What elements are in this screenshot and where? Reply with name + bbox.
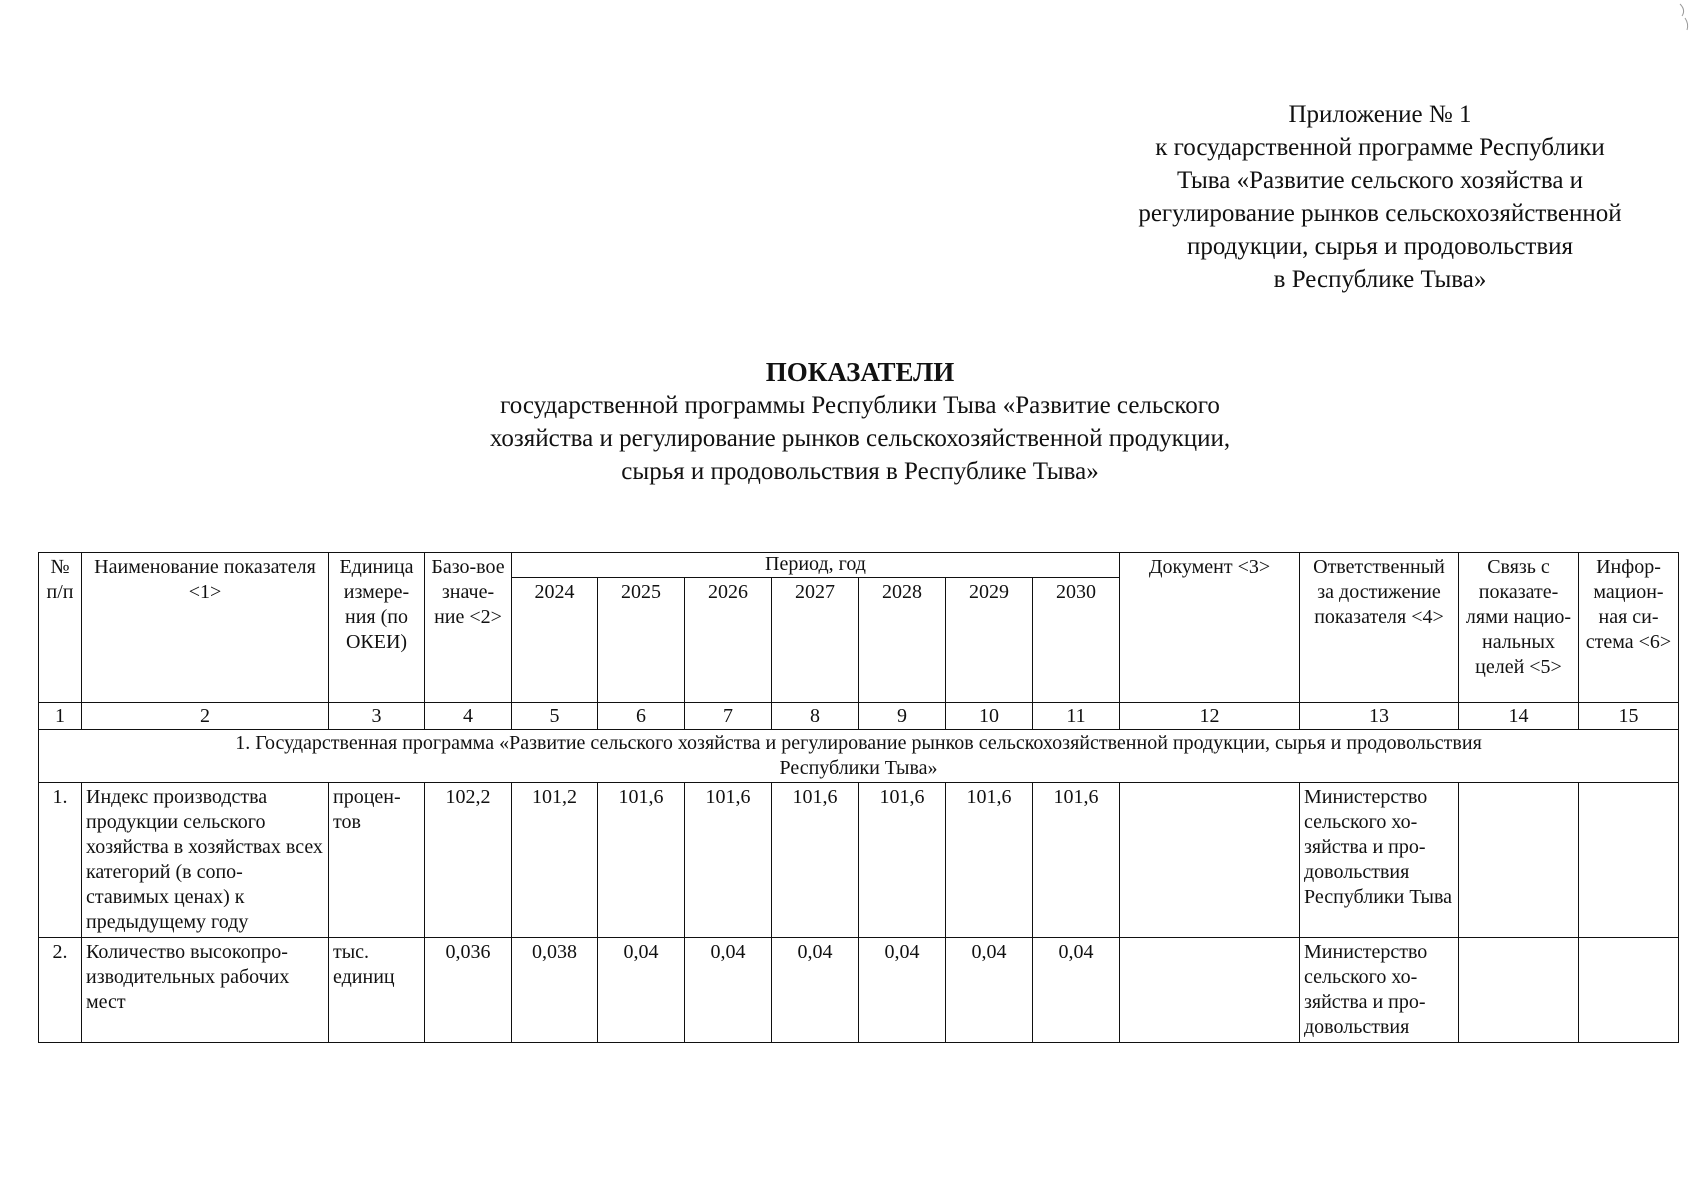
row-num: 1. [39,783,82,938]
row-year-value: 0,04 [859,938,946,1043]
row-responsible: Министерство сельского хо-зяйства и про-довольствия Республики Тыва [1300,783,1459,938]
header-year: 2026 [685,578,772,703]
row-info-system [1579,783,1679,938]
title-line: хозяйства и регулирование рынков сельскохозяйственной продукции, [489,425,1231,452]
column-number: 14 [1459,703,1579,730]
row-year-value: 0,04 [946,938,1033,1043]
appendix-line: продукции, сырья и продовольствия [1186,233,1574,260]
column-number: 5 [512,703,598,730]
header-year: 2027 [772,578,859,703]
header-national-goals-link: Связь с показате-лями нацио-нальных целей <5> [1459,553,1579,703]
row-unit: тыс. единиц [329,938,425,1043]
title-line: государственной программы Республики Тыва «Развитие сельского [500,392,1220,419]
row-responsible: Министерство сельского хо-зяйства и про-довольствия [1300,938,1459,1043]
header-year: 2030 [1033,578,1120,703]
row-year-value: 101,6 [859,783,946,938]
row-year-value: 101,6 [946,783,1033,938]
corner-mark-icon [1677,2,1691,32]
header-base: Базо-вое значе-ние <2> [425,553,512,703]
row-indicator-name: Индекс производства продукции сельского хозяйства в хозяйствах всех категорий (в сопо-ставимых ценах) к предыдущему году [82,783,329,938]
row-document [1120,783,1300,938]
row-year-value: 101,6 [1033,783,1120,938]
column-number: 7 [685,703,772,730]
row-base-value: 102,2 [425,783,512,938]
header-responsible: Ответственный за достижение показателя <4> [1300,553,1459,703]
page-title: ПОКАЗАТЕЛИ [765,357,955,387]
column-number: 2 [82,703,329,730]
header-year: 2028 [859,578,946,703]
indicators-table [38,552,1679,1043]
title-line: сырья и продовольствия в Республике Тыва» [621,458,1099,485]
row-base-value: 0,036 [425,938,512,1043]
appendix-line: в Республике Тыва» [1273,266,1487,293]
column-number: 10 [946,703,1033,730]
header-name: Наименование показателя <1> [82,553,329,703]
appendix-line: регулирование рынков сельскохозяйственной [1138,200,1622,227]
header-period: Период, год [512,553,1120,578]
column-number: 13 [1300,703,1459,730]
row-year-value: 0,04 [685,938,772,1043]
row-year-value: 101,6 [685,783,772,938]
column-number: 9 [859,703,946,730]
appendix-line: Тыва «Развитие сельского хозяйства и [1176,167,1584,194]
row-year-value: 101,2 [512,783,598,938]
column-number: 11 [1033,703,1120,730]
row-national-goals-link [1459,783,1579,938]
header-num: № п/п [39,553,82,703]
row-unit: процен-тов [329,783,425,938]
column-number: 6 [598,703,685,730]
row-year-value: 101,6 [772,783,859,938]
row-year-value: 0,04 [1033,938,1120,1043]
document-title [380,356,1340,488]
appendix-line: к государственной программе Республики [1155,134,1605,161]
column-number: 8 [772,703,859,730]
row-national-goals-link [1459,938,1579,1043]
header-year: 2025 [598,578,685,703]
header-year: 2024 [512,578,598,703]
row-year-value: 0,038 [512,938,598,1043]
table-row [39,783,1679,938]
column-number: 4 [425,703,512,730]
header-info-system: Инфор-мацион-ная си-стема <6> [1579,553,1679,703]
column-number: 15 [1579,703,1679,730]
column-number: 3 [329,703,425,730]
row-indicator-name: Количество высокопро-изводительных рабочих мест [82,938,329,1043]
header-document: Документ <3> [1120,553,1300,703]
appendix-line: Приложение № 1 [1288,101,1472,128]
row-year-value: 0,04 [598,938,685,1043]
header-unit: Единица измере-ния (по ОКЕИ) [329,553,425,703]
row-info-system [1579,938,1679,1043]
appendix-note [1080,98,1680,296]
header-year: 2029 [946,578,1033,703]
column-number: 1 [39,703,82,730]
table-row [39,938,1679,1043]
section-title: 1. Государственная программа «Развитие сельского хозяйства и регулирование рынков сельскохозяйственной продукции, сырья и продовольствия Республики Тыва» [39,730,1679,783]
column-number: 12 [1120,703,1300,730]
row-year-value: 0,04 [772,938,859,1043]
row-year-value: 101,6 [598,783,685,938]
row-document [1120,938,1300,1043]
row-num: 2. [39,938,82,1043]
